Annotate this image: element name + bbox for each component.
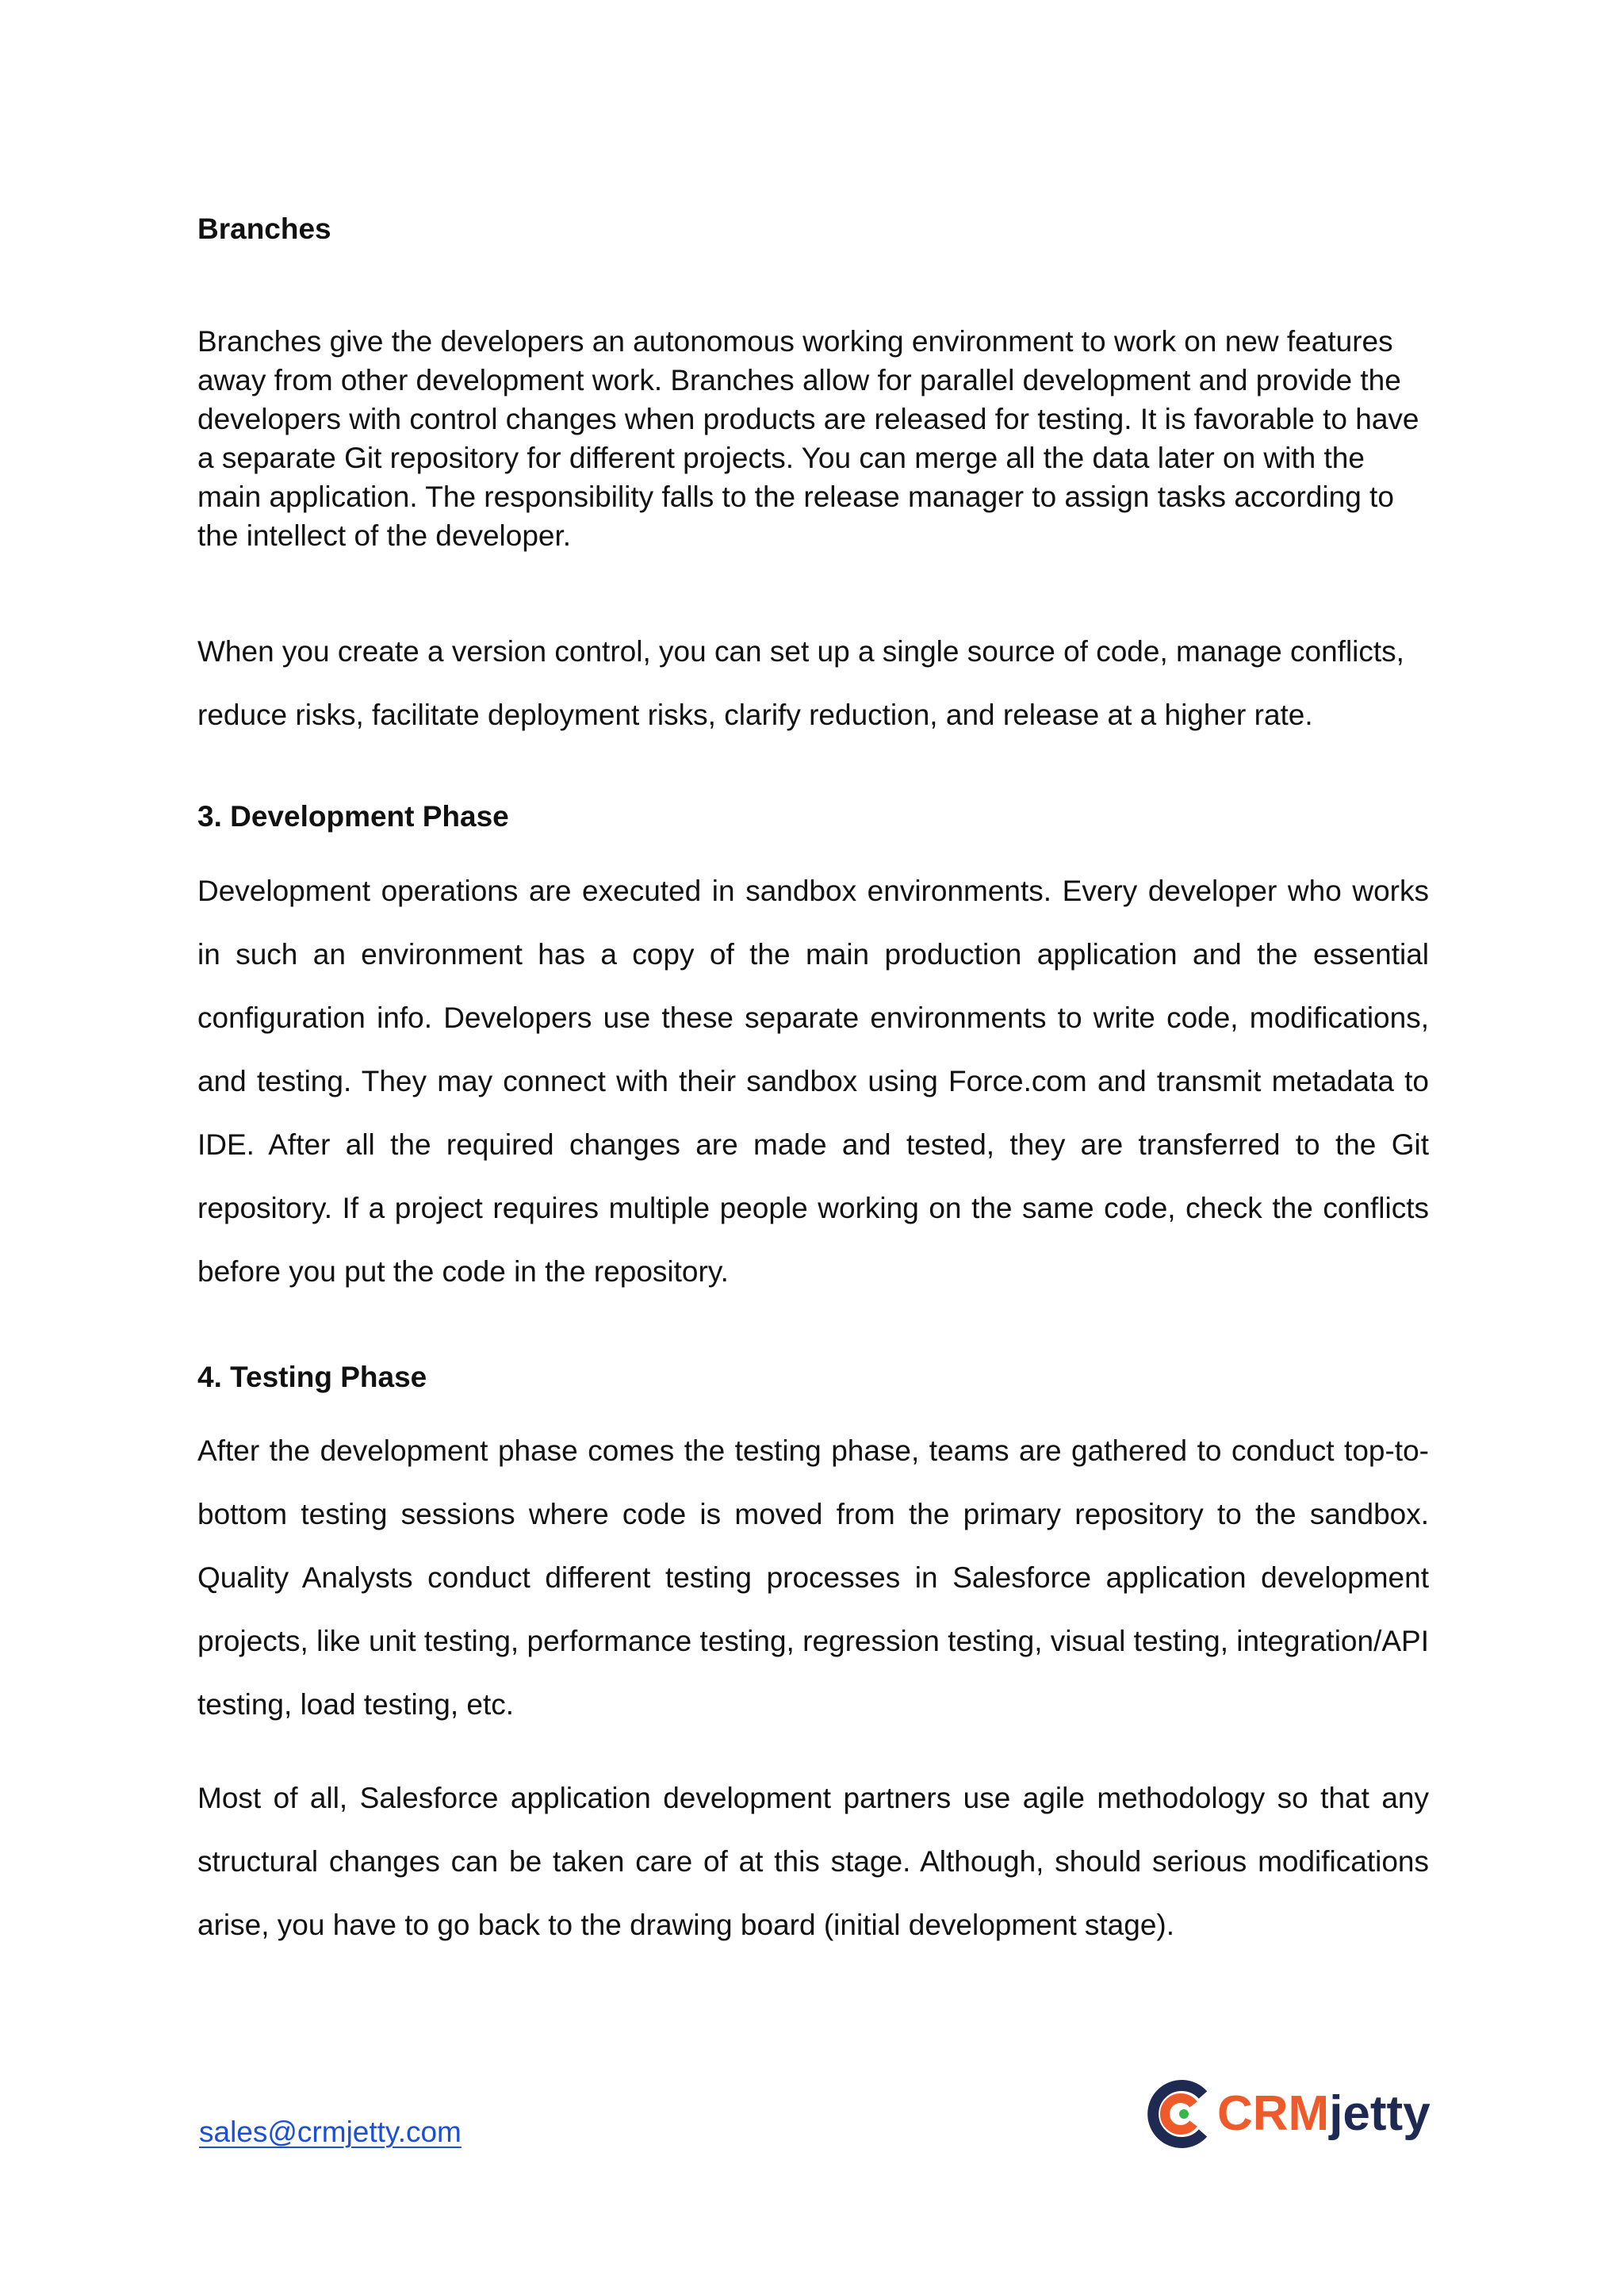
development-heading: 3. Development Phase <box>197 800 509 833</box>
version-control-body <box>197 620 1429 747</box>
branches-body <box>197 322 1429 555</box>
crmjetty-logo-text <box>1217 2085 1431 2143</box>
footer-email-link[interactable]: sales@crmjetty.com <box>199 2116 462 2148</box>
testing-section <box>197 1358 1429 1396</box>
branches-heading: Branches <box>197 213 331 245</box>
crmjetty-logo <box>1146 2078 1431 2150</box>
development-paragraph: Development operations are executed in sandbox environments. Every developer who works in such an environment has a copy of the main production application and the essential configuration info. Developers use these separate environments to write code, modifications, and testing. They may connect with their sandbox using Force.com and transmit metadata to IDE. After all the required changes are made and tested, they are transferred to the Git repository. If a project requires multiple people working on the same code, check the conflicts before you put the code in the repository. <box>197 875 1429 1288</box>
logo-crm-text: CRM <box>1217 2086 1330 2141</box>
crmjetty-logo-icon <box>1146 2078 1212 2150</box>
testing-heading: 4. Testing Phase <box>197 1361 427 1393</box>
development-body <box>197 860 1429 1304</box>
testing-paragraph-1: After the development phase comes the testing phase, teams are gathered to conduct top-to-bottom testing sessions where code is moved from the primary repository to the sandbox. Quality Analysts conduct different testing processes in Salesforce application development projects, like unit testing, performance testing, regression testing, visual testing, integration/API testing, load testing, etc. <box>197 1434 1429 1721</box>
testing-paragraph-2: Most of all, Salesforce application development partners use agile methodology so that any structural changes can be taken care of at this stage. Although, should serious modifications arise, you have to go back to the drawing board (initial development stage). <box>197 1782 1429 1941</box>
logo-jetty-text: jetty <box>1329 2086 1431 2141</box>
branches-paragraph: Branches give the developers an autonomous working environment to work on new features away from other development work. Branches allow for parallel development and provide the developers with control changes when products are released for testing. It is favorable to have a separate Git repository for different projects. You can merge all the data later on with the main application. The responsibility falls to the release manager to assign tasks according to the intellect of the developer. <box>197 325 1419 552</box>
testing-body-1 <box>197 1419 1429 1737</box>
version-control-paragraph: When you create a version control, you can set up a single source of code, manage conflicts, reduce risks, facilitate deployment risks, clarify reduction, and release at a higher rate. <box>197 635 1404 731</box>
development-section <box>197 798 1429 836</box>
testing-body-2 <box>197 1767 1429 1957</box>
branches-section <box>197 210 1429 248</box>
